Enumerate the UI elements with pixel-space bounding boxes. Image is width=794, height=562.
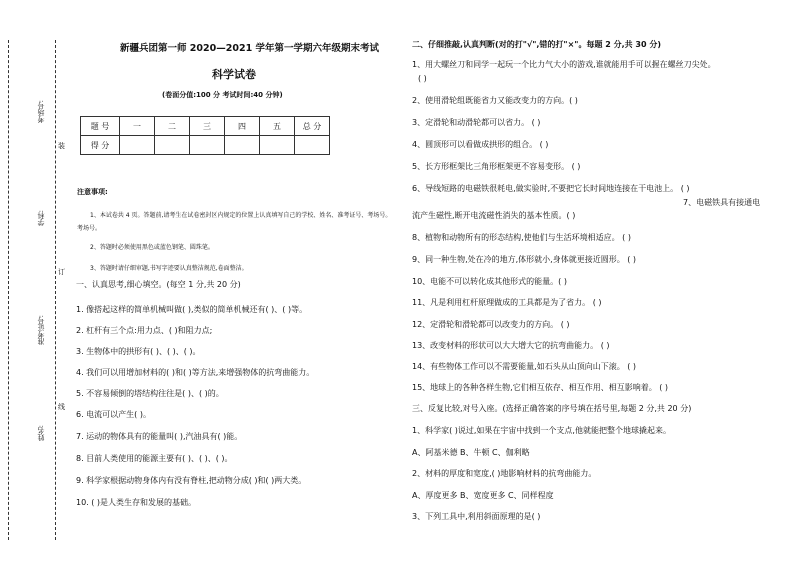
note-item: 3、答题时请仔细审题,书写字迹要认真整洁规范,卷面整洁。: [90, 265, 248, 272]
section2-question: 14、有些物体工作可以不需要能量,如石头从山顶向山下滚。 ( ): [412, 362, 637, 371]
binding-label-subject: 学科:: [37, 210, 45, 227]
score-table-score-row: [81, 136, 330, 155]
cut-mark-ding: 订: [58, 268, 65, 276]
section2-question: 13、改变材料的形状可以大大增大它的抗弯曲能力。 ( ): [412, 341, 610, 350]
score-cell[interactable]: [260, 136, 295, 155]
score-cell: 总 分: [295, 117, 330, 136]
section1-question: 4. 我们可以用增加材料的( )和( )等方法,来增强物体的抗弯曲能力。: [76, 368, 315, 377]
section2-question: 12、定滑轮和滑轮都可以改变力的方向。 ( ): [412, 320, 570, 329]
section1-question: 2. 杠杆有三个点:用力点、( )和阻力点;: [76, 326, 213, 335]
section2-question: 11、凡是利用杠杆原理做成的工具都是为了省力。 ( ): [412, 298, 602, 307]
section1-question: 10. ( )是人类生存和发展的基础。: [76, 498, 197, 507]
score-cell: 题 号: [81, 117, 120, 136]
score-cell: 四: [225, 117, 260, 136]
section1-question: 5. 不容易倾倒的塔结构往往是( )、( )的。: [76, 389, 224, 398]
section2-question: 6、导线短路的电磁铁很耗电,做实验时,不要把它长时间地连接在干电池上。 ( ): [412, 184, 690, 193]
score-cell: 得 分: [81, 136, 120, 155]
binding-line-inner: [55, 40, 56, 540]
section3-title: 三、反复比较,对号入座。(选择正确答案的序号填在括号里,每题 2 分,共 20 分): [412, 404, 692, 413]
notes-title: 注意事项:: [77, 188, 108, 196]
note-item: 1、本试卷共 4 页。答题前,请考生在试卷密封区内规定的位置上认真填写自己的学校、姓名、准考证号、考场号。: [90, 212, 392, 219]
section2-title: 二、仔细推敲,认真判断(对的打"√",错的打"×"。每题 2 分,共 30 分): [412, 40, 661, 49]
section3-question: 2、材料的厚度和宽度,( )地影响材料的抗弯曲能力。: [412, 469, 597, 478]
section2-question: 5、长方形框架比三角形框架更不容易变形。 ( ): [412, 162, 581, 171]
score-table-header-row: [81, 117, 330, 136]
score-cell: 一: [120, 117, 155, 136]
binding-line-outer: [8, 40, 9, 540]
section1-question: 8. 目前人类使用的能源主要有( )、( )、( )。: [76, 454, 233, 463]
section2-question: 7、电磁铁具有接通电: [683, 198, 761, 207]
section2-question: 3、定滑轮和动滑轮都可以省力。 ( ): [412, 118, 541, 127]
score-cell[interactable]: [295, 136, 330, 155]
section2-question: 4、圆顶形可以看做成拱形的组合。 ( ): [412, 140, 549, 149]
section3-question: 1、科学家( )说过,如果在宇宙中找到一个支点,他就能把整个地球撬起来。: [412, 426, 671, 435]
section2-question-continued: 流产生磁性,断开电流磁性消失的基本性质。( ): [412, 211, 576, 220]
score-cell[interactable]: [190, 136, 225, 155]
section2-question: 8、植物和动物所有的形态结构,使他们与生活环境相适应。 ( ): [412, 233, 631, 242]
score-cell: 二: [155, 117, 190, 136]
section2-question: 9、同一种生物,处在冷的地方,体形就小,身体就更接近圆形。 ( ): [412, 255, 637, 264]
exam-subject: 科学试卷: [212, 68, 256, 81]
exam-info: (卷面分值:100 分 考试时间:40 分钟): [162, 91, 283, 99]
section2-question: 15、地球上的各种各样生物,它们相互依存、相互作用、相互影响着。 ( ): [412, 383, 669, 392]
binding-label-exam-room: 考场号:: [37, 100, 45, 124]
binding-label-admission-no: 准考证号:: [37, 315, 45, 346]
section1-question: 9. 科学家根据动物身体内有没有脊柱,把动物分成( )和( )两大类。: [76, 476, 307, 485]
section3-question: 3、下列工具中,利用斜面原理的是( ): [412, 512, 541, 521]
section1-question: 3. 生物体中的拱形有( )、( )、( )。: [76, 347, 201, 356]
score-cell: 三: [190, 117, 225, 136]
section3-options: A、厚度更多 B、宽度更多 C、同样程度: [412, 491, 554, 500]
section2-question: 10、电能不可以转化成其他形式的能量。( ): [412, 277, 567, 286]
score-cell: 五: [260, 117, 295, 136]
section1-question: 1. 像搭起这样的简单机械叫做( ),类似的简单机械还有( )、( )等。: [76, 305, 308, 314]
note-item: 2、答题时必须使用黑色或蓝色钢笔、圆珠笔。: [90, 244, 214, 251]
section2-question: 2、使用滑轮组既能省力又能改变力的方向。( ): [412, 96, 578, 105]
section2-question: 1、用大螺丝刀和同学一起玩一个比力气大小的游戏,谁就能用手可以握在螺丝刀尖处。: [412, 60, 716, 69]
section2-question-continued: ( ): [418, 74, 427, 83]
exam-title: 新疆兵团第一师 2020—2021 学年第一学期六年级期末考试: [120, 43, 379, 54]
binding-label-name: 姓名:: [37, 425, 45, 442]
score-cell[interactable]: [225, 136, 260, 155]
score-cell[interactable]: [155, 136, 190, 155]
score-table: [80, 116, 330, 155]
section1-question: 6. 电流可以产生( )。: [76, 410, 151, 419]
section1-title: 一、认真思考,细心填空。(每空 1 分,共 20 分): [76, 280, 241, 289]
binding-strip: [0, 40, 60, 540]
note-item-continued: 考场号。: [77, 225, 102, 232]
score-cell[interactable]: [120, 136, 155, 155]
cut-mark-zhuang: 装: [58, 142, 65, 150]
section3-options: A、阿基米德 B、牛顿 C、伽利略: [412, 448, 530, 457]
section1-question: 7. 运动的物体具有的能量叫( ),汽油具有( )能。: [76, 432, 243, 441]
cut-mark-xian: 线: [58, 403, 65, 411]
